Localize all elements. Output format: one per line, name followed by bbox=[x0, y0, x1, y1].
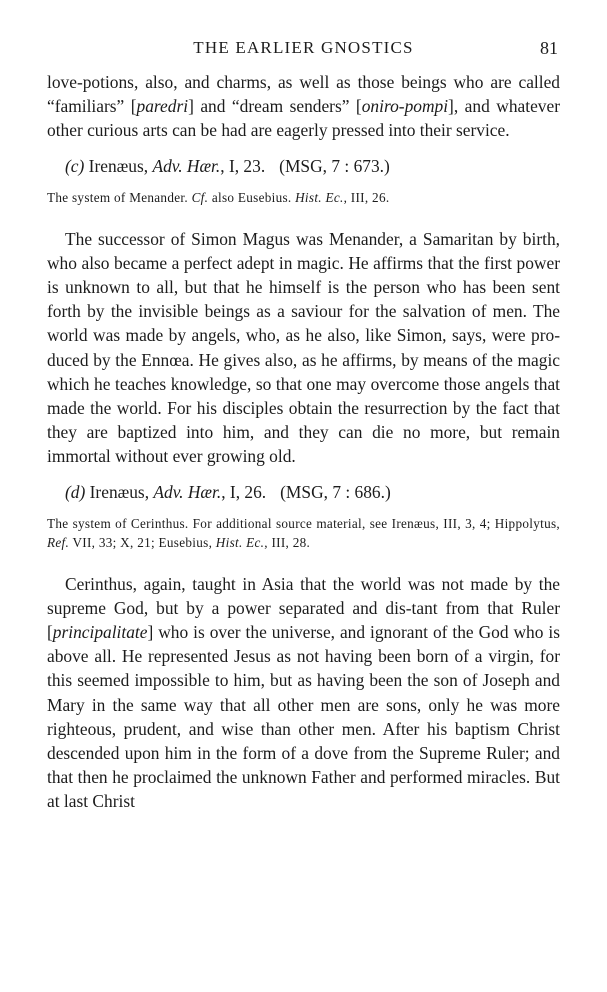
source-reference: , I, 26. bbox=[221, 481, 267, 502]
book-page bbox=[47, 38, 560, 814]
page-number: 81 bbox=[540, 38, 558, 58]
continuation-paragraph bbox=[47, 70, 560, 143]
note-text: The system of Cerinthus. For additional source material, see Irenæus, III, 3, 4; Hippolytus, bbox=[47, 515, 560, 531]
source-reference: , I, 23. bbox=[220, 155, 266, 176]
continuation-text: ], and whatever other curious arts can be had are eagerly pressed into their service. bbox=[47, 96, 560, 141]
note-work: Hist. Ec. bbox=[295, 189, 344, 205]
source-heading-d bbox=[65, 480, 560, 504]
source-note-c bbox=[47, 188, 560, 207]
note-reference: , III, 28. bbox=[264, 534, 311, 550]
note-work: Ref. bbox=[47, 534, 70, 550]
source-heading-c bbox=[65, 154, 560, 178]
section-label: (c) bbox=[65, 155, 85, 176]
running-head bbox=[47, 38, 560, 64]
source-author: Irenæus, bbox=[89, 481, 150, 502]
source-work: Adv. Hær. bbox=[152, 155, 221, 176]
note-reference: , III, 26. bbox=[343, 189, 390, 205]
source-author: Irenæus, bbox=[88, 155, 149, 176]
menander-paragraph: The successor of Simon Magus was Menander, a Samaritan by birth, who also became a perfect adept in magic. He affirms that the first power is unknown to all, but that he himself is the person who has been sent forth by the invisible beings as a saviour for the salvation of men. The world was made by angels, who, as he also, like Simon, says, were pro-duced by the Ennœa. He gives also, as he affirms, by means of the magic which he teaches knowledge, so that one may overcome those angels that made the world. For his disciples obtain the resurrection by the fact that they are baptized into him, and they can die no more, but remain immortal without ever growing old. bbox=[47, 228, 560, 467]
cerinthus-paragraph bbox=[47, 572, 560, 814]
section-label: (d) bbox=[65, 481, 86, 502]
source-note-d bbox=[47, 514, 560, 552]
source-citation: (MSG, 7 : 686.) bbox=[280, 481, 391, 502]
note-text: also Eusebius. bbox=[211, 189, 292, 205]
note-text: The system of Menander. bbox=[47, 189, 188, 205]
body-text: Cerinthus, again, taught in Asia that the world was not made by the supreme God, but by a power separated and dis-tant from that Ruler [ bbox=[47, 573, 560, 643]
continuation-text: love-potions, also, and charms, as well as those beings who are called “familiars” [ bbox=[47, 72, 560, 117]
continuation-text: ] and “dream senders” [ bbox=[188, 96, 362, 117]
source-work: Adv. Hær. bbox=[153, 481, 222, 502]
note-text: VII, 33; X, 21; Eusebius, bbox=[72, 534, 213, 550]
note-cf: Cf. bbox=[191, 189, 209, 205]
note-work: Hist. Ec. bbox=[215, 534, 265, 550]
term-paredri: paredri bbox=[136, 96, 189, 117]
source-citation: (MSG, 7 : 673.) bbox=[279, 155, 390, 176]
body-text: ] who is over the universe, and ignorant of the God who is above all. He represented Jesus as not having been born of a virgin, for this seemed impossible to him, but as having been the son of Joseph and Mary in the same way that all other men are sons, only he was more righteous, prudent, and wise than other men. After his baptism Christ descended upon him in the form of a dove from the Supreme Ruler; and that then he proclaimed the unknown Father and performed miracles. But at last Christ bbox=[47, 622, 560, 812]
running-title: THE EARLIER GNOSTICS bbox=[193, 38, 414, 57]
term-oniropompi: oniro-pompi bbox=[361, 96, 449, 117]
term-principalitate: principalitate bbox=[52, 622, 148, 643]
